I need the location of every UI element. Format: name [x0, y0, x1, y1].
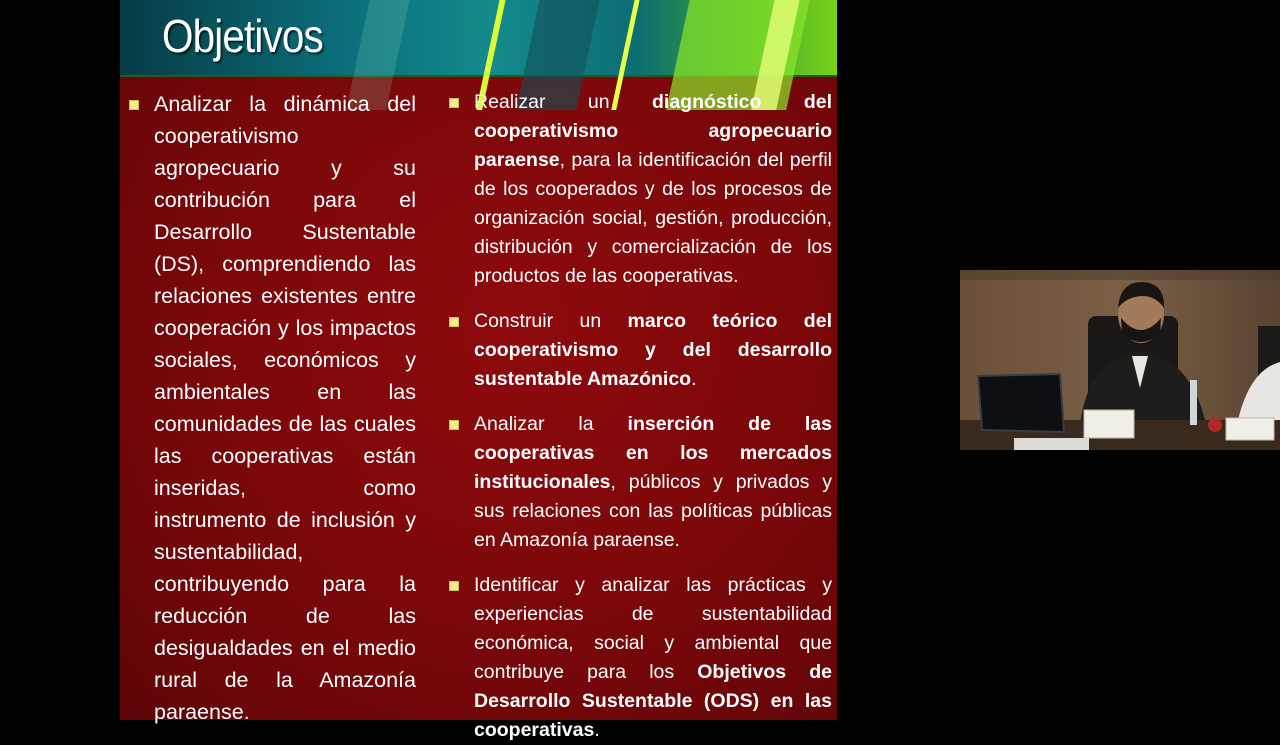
bullet-text: Identificar y analizar las prácticas y experiencias de sustentabilidad económica, social y ambiental que contribuye para los Objetivos de Desarrollo Sustentable (ODS) en las cooperativas.: [474, 574, 832, 741]
square-bullet-icon: [449, 317, 459, 327]
slide-header-banner: [120, 0, 837, 77]
speaker-video-feed: [960, 270, 1280, 450]
square-bullet-icon: [449, 581, 459, 591]
speaker-video-image: [960, 270, 1280, 450]
right-column: [474, 88, 832, 745]
bullet-text: Construir un marco teórico del cooperativismo y del desarrollo sustentable Amazónico.: [474, 310, 832, 390]
left-column: [154, 88, 416, 728]
bullet-text: Analizar la dinámica del cooperativismo agropecuario y su contribución para el Desarrollo Sustentable (DS), comprendiendo las relaciones existentes entre cooperación y los impactos sociales, económicos y ambientales en las comunidades de las cuales las cooperativas están inseridas, como instrumento de inclusión y sustentabilidad, contribuyendo para la reducción de las desigualdades en el medio rural de la Amazonía paraense.: [154, 92, 416, 724]
square-bullet-icon: [449, 98, 459, 108]
bullet-item: [474, 307, 832, 394]
bullet-item: [154, 88, 416, 728]
bullet-item: [474, 88, 832, 291]
presentation-slide: [120, 0, 837, 741]
slide-title: Objetivos: [162, 10, 323, 62]
square-bullet-icon: [449, 420, 459, 430]
bullet-text: Analizar la inserción de las cooperativas en los mercados institucionales, públicos y privados y sus relaciones con las políticas públicas en Amazonía paraense.: [474, 413, 832, 551]
bullet-text: Realizar un diagnóstico del cooperativismo agropecuario paraense, para la identificación del perfil de los cooperados y de los procesos de organización social, gestión, producción, distribución y comercialización de los productos de las cooperativas.: [474, 91, 832, 287]
bullet-item: [474, 410, 832, 555]
bullet-item: [474, 571, 832, 745]
square-bullet-icon: [129, 100, 139, 110]
